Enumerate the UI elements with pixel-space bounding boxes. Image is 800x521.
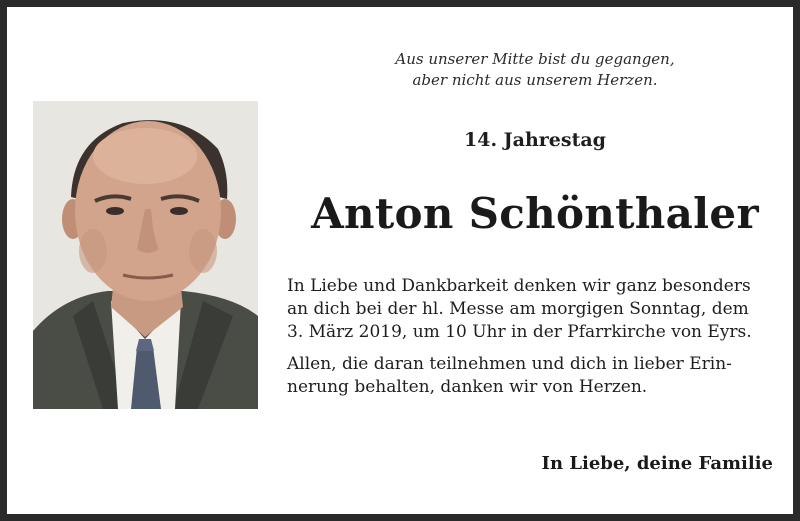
text-line: In Liebe und Dankbarkeit denken wir ganz besonders xyxy=(287,276,751,296)
family-signature: In Liebe, deine Familie xyxy=(541,453,773,474)
text-line: Allen, die daran teilnehmen und dich in lieber Erin- xyxy=(287,354,732,374)
anniversary-label: 14. Jahrestag xyxy=(464,129,606,151)
thanks-paragraph xyxy=(287,353,775,399)
motto-verse xyxy=(307,49,763,91)
text-line: an dich bei der hl. Messe am morgigen Sonntag, dem xyxy=(287,299,749,319)
motto-line: Aus unserer Mitte bist du gegangen, xyxy=(395,50,675,68)
deceased-name: Anton Schönthaler xyxy=(311,189,759,238)
notice-body xyxy=(287,275,775,408)
text-line: nerung behalten, danken wir von Herzen. xyxy=(287,377,648,397)
motto-line: aber nicht aus unserem Herzen. xyxy=(412,71,658,89)
mass-announcement-paragraph xyxy=(287,275,775,344)
text-line: 3. März 2019, um 10 Uhr in der Pfarrkirche von Eyrs. xyxy=(287,322,752,342)
portrait-photo xyxy=(33,101,258,409)
